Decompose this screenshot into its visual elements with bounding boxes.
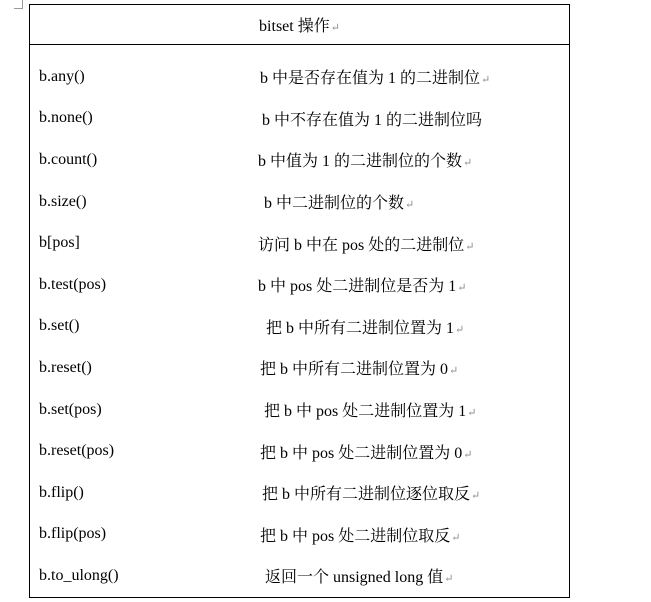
table-row (30, 347, 569, 389)
paragraph-mark-icon: ↵ (465, 240, 475, 253)
function-name: b.size() (39, 192, 87, 210)
table-body-row (30, 45, 570, 598)
paragraph-mark-icon: ↵ (455, 323, 465, 336)
table-header-row (30, 5, 570, 45)
table-row (30, 389, 569, 431)
function-name: b[pos] (39, 234, 80, 252)
table-row (30, 555, 569, 597)
table-title: bitset 操作 (259, 18, 330, 35)
table-row (30, 472, 569, 514)
function-name: b.set() (39, 317, 80, 335)
table-row (30, 264, 569, 306)
function-description: 把 b 中所有二进制位逐位取反↵ (262, 486, 481, 504)
table-row (30, 98, 569, 140)
paragraph-mark-icon: ↵ (481, 74, 491, 87)
paragraph-mark-icon: ↵ (457, 282, 467, 295)
table-row (30, 56, 569, 98)
table-row (30, 181, 569, 223)
bitset-table (29, 4, 570, 598)
page-corner-mark (14, 0, 23, 9)
table-row (30, 430, 569, 472)
function-description: 返回一个 unsigned long 值↵ (265, 569, 454, 587)
function-description: b 中不存在值为 1 的二进制位吗 (262, 111, 483, 129)
function-description: b 中 pos 处二进制位是否为 1↵ (258, 278, 467, 296)
function-name: b.reset(pos) (39, 442, 115, 460)
function-description: b 中是否存在值为 1 的二进制位↵ (260, 70, 491, 88)
function-name: b.any() (39, 67, 85, 85)
paragraph-mark-icon: ↵ (467, 407, 477, 420)
table-row (30, 139, 569, 181)
function-description: 把 b 中 pos 处二进制位置为 1↵ (264, 403, 477, 421)
paragraph-mark-icon: ↵ (405, 199, 415, 212)
function-name: b.set(pos) (39, 400, 102, 418)
function-description: 把 b 中 pos 处二进制位置为 0↵ (260, 444, 473, 462)
table-row (30, 514, 569, 556)
function-description: b 中二进制位的个数↵ (264, 195, 415, 213)
function-description: 把 b 中所有二进制位置为 0↵ (260, 361, 459, 379)
table-title-cell (30, 5, 570, 45)
function-name: b.to_ulong() (39, 566, 119, 584)
function-name: b.test(pos) (39, 275, 107, 293)
table-body-cell (30, 45, 570, 598)
paragraph-mark-icon: ↵ (444, 573, 454, 586)
function-name: b.flip() (39, 483, 84, 501)
paragraph-mark-icon: ↵ (463, 448, 473, 461)
paragraph-mark-icon: ↵ (471, 490, 481, 503)
table-row (30, 222, 569, 264)
function-name: b.count() (39, 150, 98, 168)
function-description: 把 b 中所有二进制位置为 1↵ (266, 319, 465, 337)
function-name: b.none() (39, 109, 93, 127)
table-row (30, 306, 569, 348)
paragraph-mark-icon: ↵ (451, 531, 461, 544)
function-name: b.flip(pos) (39, 525, 107, 543)
paragraph-mark-icon: ↵ (449, 365, 459, 378)
function-description: 把 b 中 pos 处二进制位取反↵ (260, 527, 461, 545)
function-description: 访问 b 中在 pos 处的二进制位↵ (258, 236, 475, 254)
function-name: b.reset() (39, 358, 92, 376)
paragraph-mark-icon: ↵ (330, 22, 340, 34)
paragraph-mark-icon: ↵ (463, 157, 473, 170)
function-description: b 中值为 1 的二进制位的个数↵ (258, 153, 473, 171)
